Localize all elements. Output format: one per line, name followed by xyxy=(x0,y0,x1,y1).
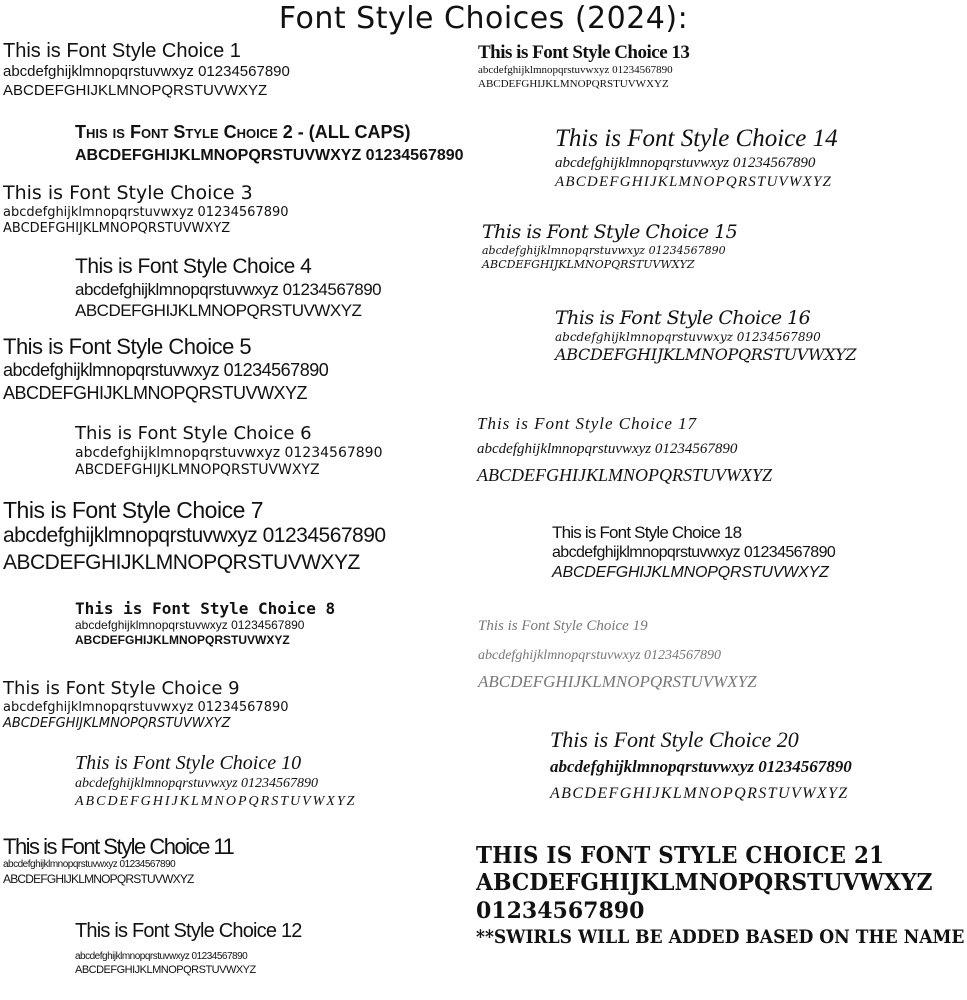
uppercase-sample: ABCDEFGHIJKLMNOPQRSTUVWXYZ xyxy=(552,563,829,581)
lowercase-sample: abcdefghijklmnopqrstuvwxyz 01234567890 xyxy=(3,204,289,220)
choice-heading: This is Font Style Choice 8 xyxy=(75,599,336,618)
font-choice-12 xyxy=(75,920,302,977)
choice-heading: This is Font Style Choice 11 xyxy=(3,834,234,859)
uppercase-sample: ABCDEFGHIJKLMNOPQRSTUVWXYZ xyxy=(3,221,231,237)
uppercase-sample: ABCDEFGHIJKLMNOPQRSTUVWXYZ xyxy=(555,344,857,364)
font-choice-5 xyxy=(3,334,328,404)
lowercase-sample: abcdefghijklmnopqrstuvwxyz 01234567890 xyxy=(478,648,722,664)
uppercase-sample: ABCDEFGHIJKLMNOPQRSTUVWXYZ xyxy=(478,671,757,691)
lowercase-sample: abcdefghijklmnopqrstuvwxyz 01234567890 xyxy=(75,776,319,791)
digits-sample: 01234567890 xyxy=(476,898,645,925)
font-choice-3 xyxy=(3,183,289,237)
uppercase-sample: ABCDEFGHIJKLMNOPQRSTUVWXYZ xyxy=(75,301,362,321)
uppercase-sample: ABCDEFGHIJKLMNOPQRSTUVWXYZ xyxy=(75,462,320,479)
uppercase-sample: ABCDEFGHIJKLMNOPQRSTUVWXYZ xyxy=(3,550,360,574)
font-choice-7 xyxy=(3,497,386,576)
uppercase-sample: ABCDEFGHIJKLMNOPQRSTUVWXYZ xyxy=(550,784,849,802)
font-choice-18 xyxy=(552,523,835,583)
font-choice-4 xyxy=(75,255,381,322)
choice-heading: This is Font Style Choice 3 xyxy=(3,182,253,204)
lowercase-sample: abcdefghijklmnopqrstuvwxyz 01234567890 xyxy=(550,757,852,777)
choice-heading: This is Font Style Choice 1 xyxy=(3,40,241,62)
lowercase-sample: abcdefghijklmnopqrstuvwxyz 01234567890 xyxy=(3,360,329,381)
uppercase-sample: ABCDEFGHIJKLMNOPQRSTUVWXYZ xyxy=(75,793,357,809)
lowercase-sample: abcdefghijklmnopqrstuvwxyz 01234567890 xyxy=(477,440,738,457)
font-choice-10 xyxy=(75,752,356,810)
font-choice-20 xyxy=(550,727,852,804)
font-choice-19 xyxy=(478,618,757,692)
font-choice-21 xyxy=(476,843,967,949)
choice-heading: This is Font Style Choice 10 xyxy=(75,752,302,774)
font-choice-13 xyxy=(478,42,689,91)
choice-heading: This is Font Style Choice 14 xyxy=(555,125,838,152)
lowercase-sample: abcdefghijklmnopqrstuvwxyz 01234567890 xyxy=(482,243,726,257)
page-title: Font Style Choices (2024): xyxy=(278,1,689,36)
font-choice-1 xyxy=(3,40,290,101)
uppercase-sample: ABCDEFGHIJKLMNOPQRSTUVWXYZ xyxy=(482,257,695,271)
lowercase-sample: abcdefghijklmnopqrstuvwxyz 01234567890 xyxy=(3,524,386,548)
font-choice-8 xyxy=(75,600,335,648)
uppercase-sample: ABCDEFGHIJKLMNOPQRSTUVWXYZ xyxy=(3,715,231,731)
uppercase-sample: ABCDEFGHIJKLMNOPQRSTUVWXYZ xyxy=(555,173,833,190)
lowercase-sample: abcdefghijklmnopqrstuvwxyz 01234567890 xyxy=(75,951,248,962)
font-choice-2 xyxy=(75,122,464,166)
choice-heading: This is Font Style Choice 5 xyxy=(3,334,252,359)
swirls-note: **SWIRLS WILL BE ADDED BASED ON THE NAME xyxy=(476,925,965,948)
font-choice-17 xyxy=(477,414,772,487)
choice-heading: THIS IS FONT STYLE CHOICE 21 xyxy=(476,842,885,869)
uppercase-sample: ABCDEFGHIJKLMNOPQRSTUVWXYZ xyxy=(3,81,268,99)
font-choice-9 xyxy=(3,679,289,732)
lowercase-sample: abcdefghijklmnopqrstuvwxyz 01234567890 xyxy=(3,699,289,715)
choice-heading: This is Font Style Choice 18 xyxy=(552,523,742,542)
choice-heading: This is Font Style Choice 4 xyxy=(75,255,312,278)
choice-heading: This is Font Style Choice 6 xyxy=(75,423,312,444)
choice-heading: This is Font Style Choice 7 xyxy=(3,497,264,523)
choice-heading: This is Font Style Choice 20 xyxy=(550,727,799,752)
lowercase-sample: abcdefghijklmnopqrstuvwxyz 01234567890 xyxy=(3,63,290,80)
choice-heading: This is Font Style Choice 2 - (ALL CAPS) xyxy=(75,122,411,142)
lowercase-sample: abcdefghijklmnopqrstuvwxyz 01234567890 xyxy=(75,618,305,633)
uppercase-sample: ABCDEFGHIJKLMNOPQRSTUVWXYZ xyxy=(477,465,772,486)
lowercase-sample: abcdefghijklmnopqrstuvwxyz 01234567890 xyxy=(3,859,176,871)
lowercase-sample: abcdefghijklmnopqrstuvwxyz 01234567890 xyxy=(555,154,816,171)
uppercase-sample: ABCDEFGHIJKLMNOPQRSTUVWXYZ xyxy=(75,633,290,648)
uppercase-sample: ABCDEFGHIJKLMNOPQRSTUVWXYZ xyxy=(3,871,194,886)
lowercase-sample: abcdefghijklmnopqrstuvwxyz 01234567890 xyxy=(552,543,836,561)
uppercase-sample: ABCDEFGHIJKLMNOPQRSTUVWXYZ xyxy=(476,869,933,897)
uppercase-sample: ABCDEFGHIJKLMNOPQRSTUVWXYZ xyxy=(478,77,669,90)
choice-heading: This is Font Style Choice 15 xyxy=(482,221,738,243)
lowercase-sample: abcdefghijklmnopqrstuvwxyz 01234567890 xyxy=(75,444,383,461)
uppercase-sample: ABCDEFGHIJKLMNOPQRSTUVWXYZ xyxy=(75,963,256,976)
font-choice-15 xyxy=(482,222,737,271)
choice-heading: This is Font Style Choice 16 xyxy=(555,307,811,329)
lowercase-sample: abcdefghijklmnopqrstuvwxyz 01234567890 xyxy=(75,280,382,300)
font-choice-14 xyxy=(555,125,838,191)
choice-heading: This is Font Style Choice 9 xyxy=(3,678,240,699)
choice-heading: This is Font Style Choice 13 xyxy=(478,42,690,63)
choice-heading: This is Font Style Choice 12 xyxy=(75,920,302,942)
lowercase-sample: abcdefghijklmnopqrstuvwxyz 01234567890 xyxy=(478,63,673,76)
uppercase-digits-sample: ABCDEFGHIJKLMNOPQRSTUVWXYZ 01234567890 xyxy=(75,146,464,164)
font-choice-16 xyxy=(555,308,856,365)
uppercase-sample: ABCDEFGHIJKLMNOPQRSTUVWXYZ xyxy=(3,382,308,403)
font-choice-11 xyxy=(3,834,233,887)
font-choice-6 xyxy=(75,424,382,480)
choice-heading: This is Font Style Choice 17 xyxy=(477,414,698,433)
lowercase-sample: abcdefghijklmnopqrstuvwxyz 01234567890 xyxy=(555,329,821,344)
choice-heading: This is Font Style Choice 19 xyxy=(478,618,648,634)
